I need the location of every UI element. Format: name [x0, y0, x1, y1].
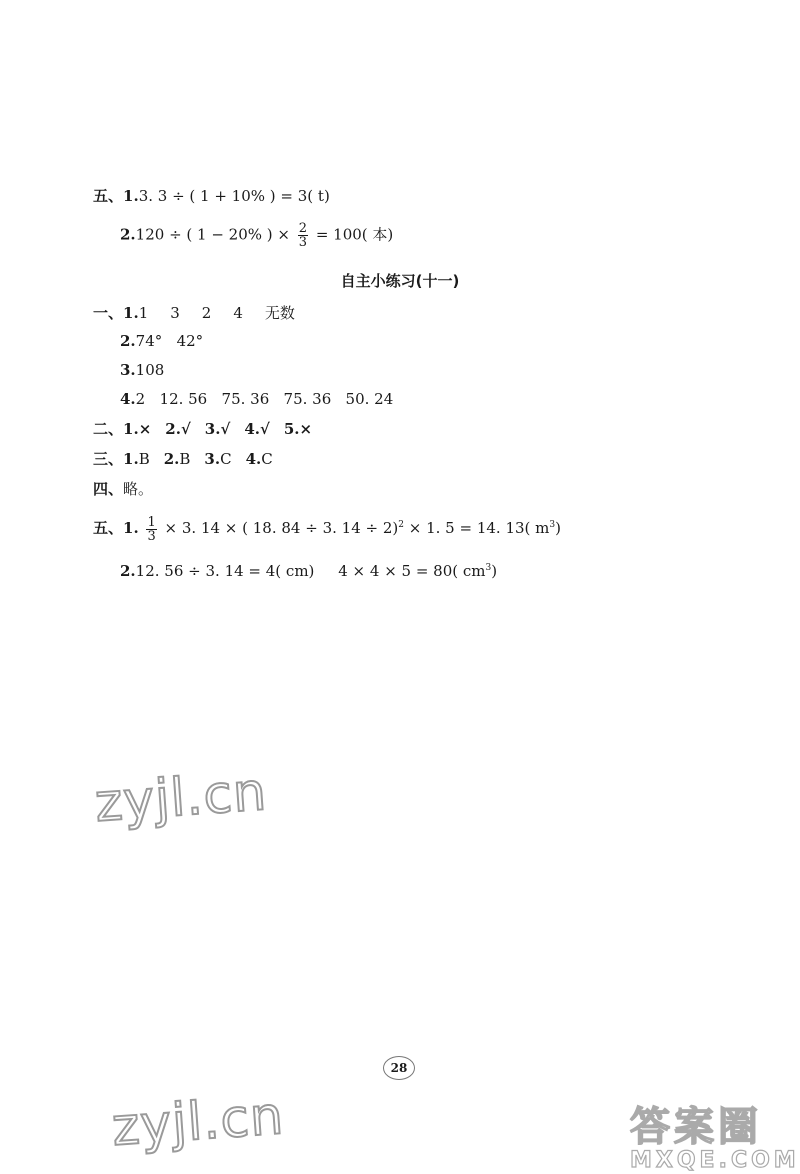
question-number: 2.: [120, 562, 136, 580]
part-label: 五、: [93, 519, 124, 537]
logo-mark: 答案圈: [630, 1104, 762, 1150]
answer: √: [180, 420, 191, 438]
question-number: 5.: [283, 420, 300, 438]
answer: B: [138, 450, 150, 468]
question-number: 1.: [123, 450, 139, 468]
part-label: 五、: [93, 187, 124, 205]
section-title: 自主小练习(十一): [340, 272, 460, 290]
question-number: 3.: [120, 361, 136, 379]
question-number: 2.: [163, 450, 180, 468]
part5-q2: [120, 558, 497, 581]
part1-q3: [120, 360, 164, 380]
prev-q5-2: [120, 222, 393, 249]
answer-text: 2 12. 56 75. 36 75. 36 50. 24: [135, 390, 394, 408]
part5-q1: [93, 515, 561, 543]
part-label: 三、: [93, 450, 124, 468]
answer-text: 12. 56 ÷ 3. 14 = 4( cm) 4 × 4 × 5 = 80( cm: [135, 562, 486, 580]
answer-text: 108: [135, 361, 165, 379]
part-label: 二、: [93, 420, 124, 438]
part2: [93, 419, 312, 439]
answer: ×: [138, 420, 152, 438]
answer-text: × 1. 5 = 14. 13( m: [408, 519, 550, 537]
question-number: 4.: [120, 390, 136, 408]
watermark: zyjl.cn: [93, 762, 269, 834]
logo-site: MXQE.COM: [630, 1148, 800, 1173]
part1-q1: [93, 303, 295, 323]
part1-q4: [120, 389, 393, 409]
part-label: 一、: [93, 304, 124, 322]
question-number: 4.: [245, 450, 262, 468]
question-number: 2.: [165, 420, 181, 438]
answer: 无数: [264, 304, 295, 322]
answer: B: [179, 450, 191, 468]
site-logo: [630, 1095, 800, 1173]
answer-text: 74° 42°: [135, 332, 204, 350]
page-number: 28: [383, 1056, 415, 1080]
answer: 3: [170, 304, 180, 322]
answer: 2: [201, 304, 212, 322]
answer: √: [260, 420, 270, 438]
part-label: 四、: [93, 480, 124, 498]
question-number: 1.: [123, 420, 139, 438]
question-number: 3.: [204, 420, 221, 438]
paren: ): [555, 519, 561, 537]
answer: C: [220, 450, 232, 468]
prev-q5-1: [93, 186, 330, 206]
paren: ): [491, 562, 498, 580]
question-number: 1.: [123, 304, 139, 322]
answer: 4: [233, 304, 243, 322]
question-number: 4.: [244, 420, 260, 438]
answer-text: × 3. 14 × ( 18. 84 ÷ 3. 14 ÷ 2): [164, 519, 399, 537]
fraction: $\frac{1}{3}$: [147, 514, 156, 544]
part4: [93, 479, 153, 499]
exponent: 2: [398, 520, 404, 530]
question-number: 3.: [204, 450, 221, 468]
question-number: 2.: [120, 332, 136, 350]
fraction: $\frac{2}{3}$: [298, 221, 308, 250]
answer-text: = 100( 本): [315, 225, 394, 244]
answer: C: [261, 450, 273, 468]
answer-text: 3. 3 ÷ ( 1 + 10% ) = 3( t): [138, 187, 330, 205]
part1-q2: [120, 331, 203, 351]
question-number: 1.: [123, 187, 139, 205]
question-number: 2.: [120, 225, 136, 244]
watermark: zyjl.cn: [110, 1086, 286, 1158]
answer: √: [220, 420, 231, 438]
unit-exponent: 3: [485, 563, 492, 573]
answer-text: 略。: [123, 480, 154, 498]
answer: 1: [138, 304, 149, 322]
unit-exponent: 3: [549, 520, 556, 530]
question-number: 1.: [123, 519, 139, 537]
answer-text: 120 ÷ ( 1 − 20% ) ×: [135, 225, 290, 244]
part3: [93, 449, 273, 469]
answer: ×: [299, 420, 313, 438]
